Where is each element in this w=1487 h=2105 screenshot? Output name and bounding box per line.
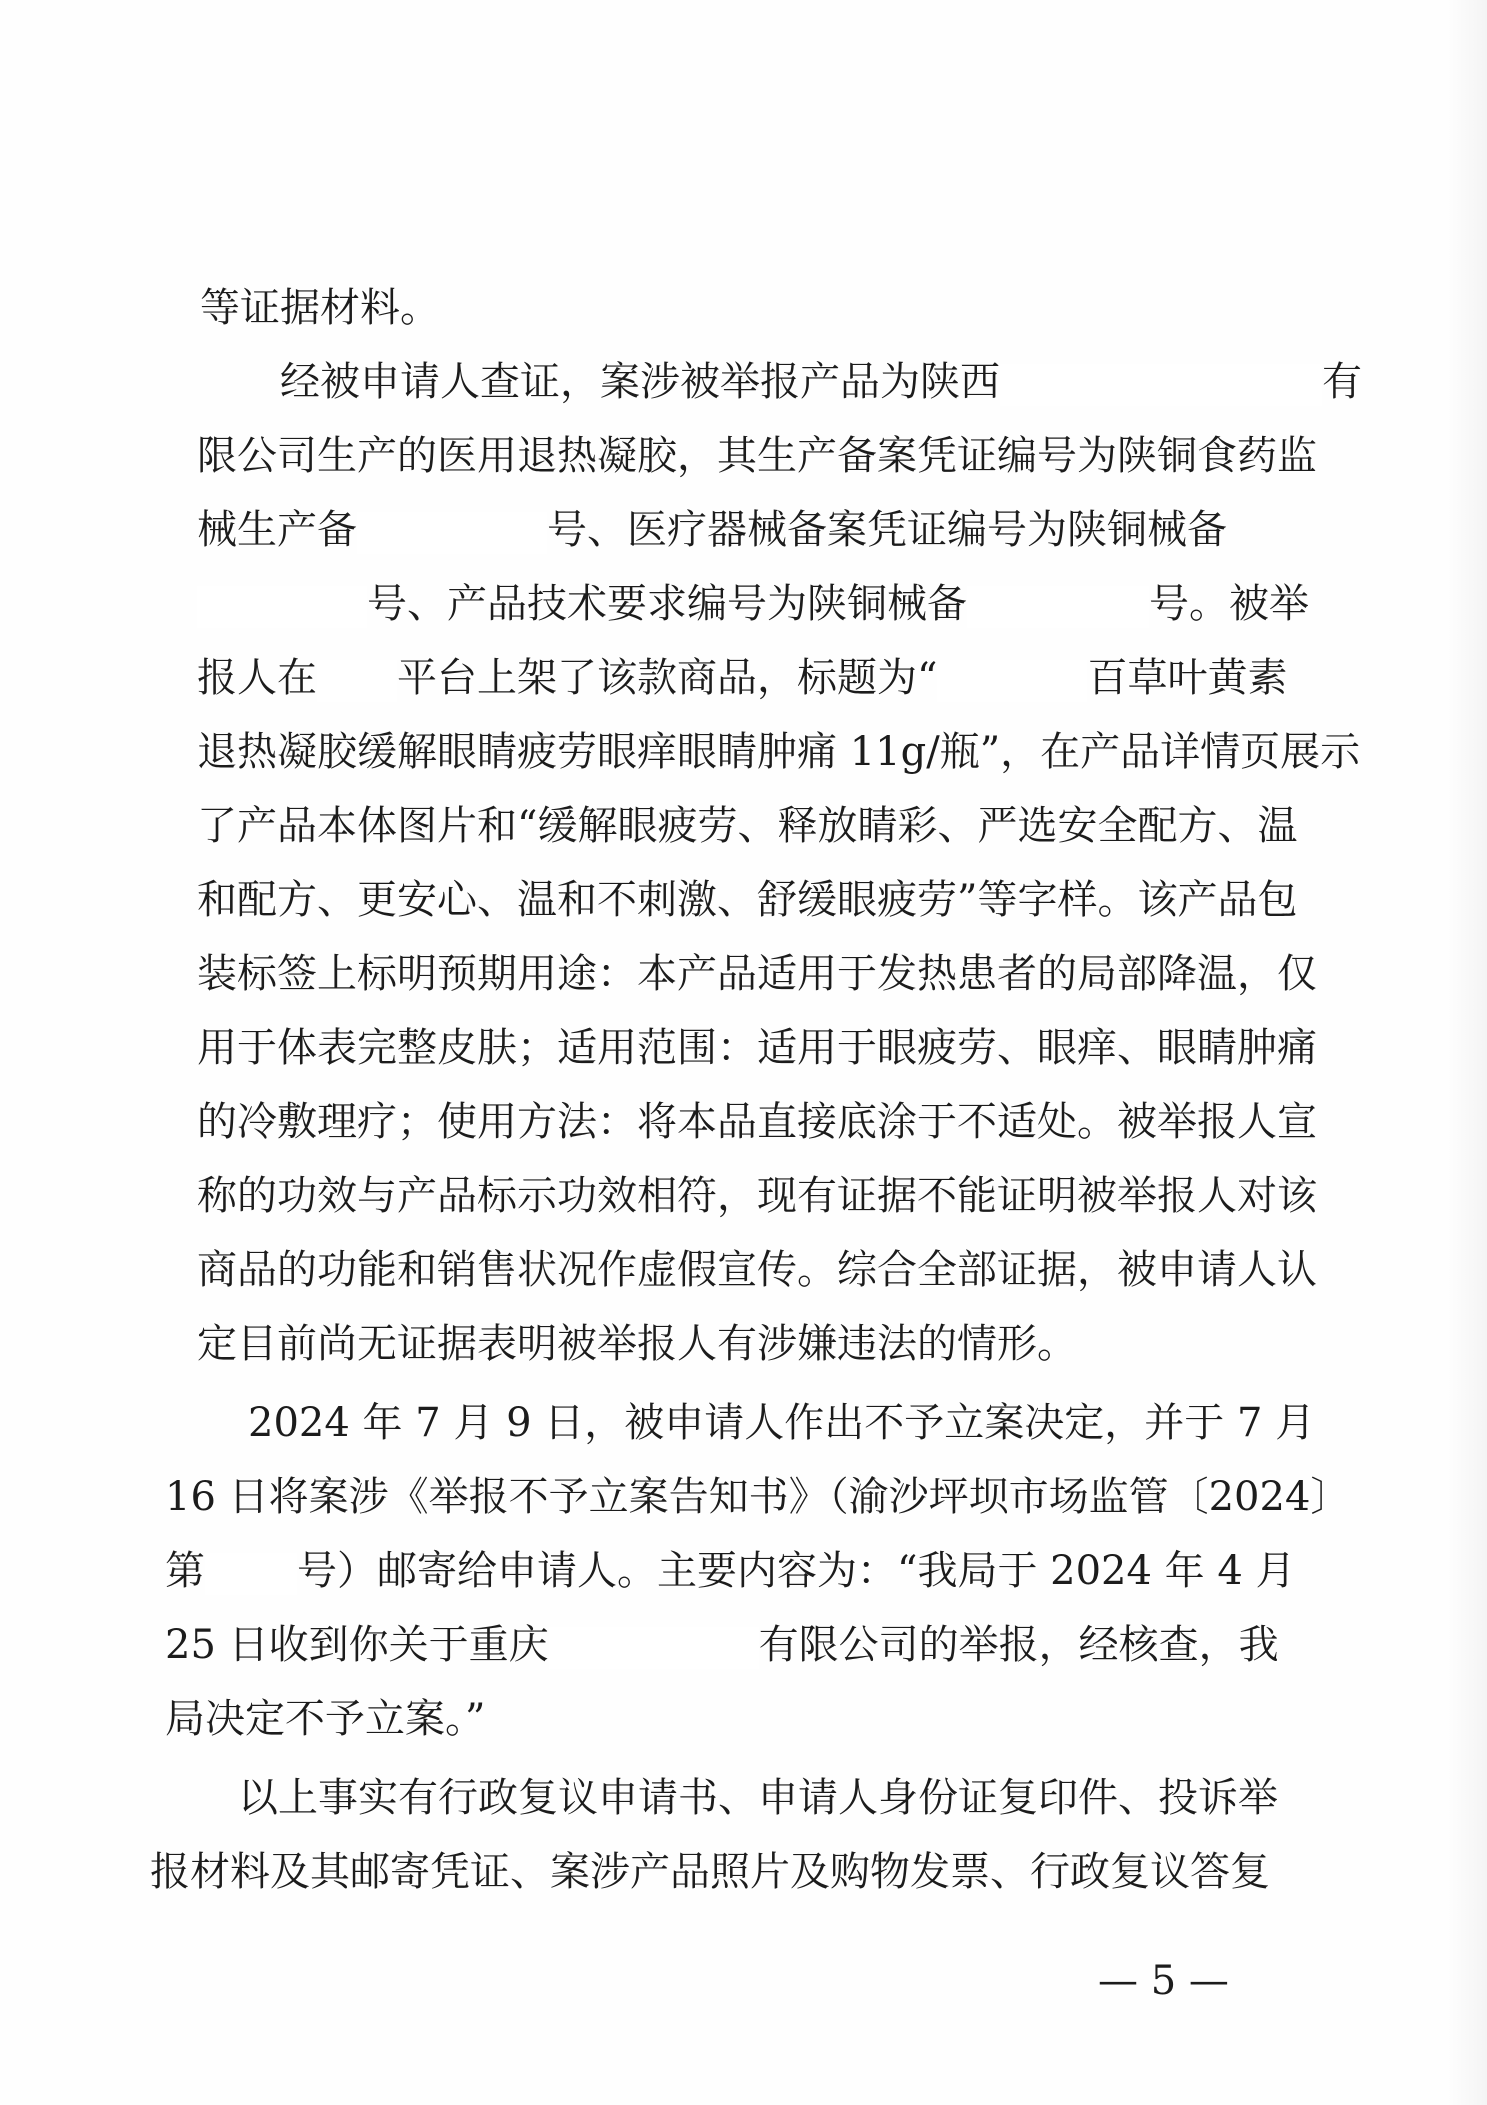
text-line [197, 653, 1287, 703]
text-line [197, 727, 1360, 777]
text-segment: 有 [1322, 359, 1362, 405]
text-segment: 百草叶黄素 [1087, 655, 1288, 701]
redaction-box [937, 660, 1087, 702]
text-segment: 号、产品技术要求编号为陕铜械备 [367, 581, 967, 627]
text-segment: 报人在 [197, 655, 317, 701]
text-segment: 了产品本体图片和“缓解眼疲劳、释放睛彩、严选安全配方、温 [197, 803, 1298, 849]
text-segment: 装标签上标明预期用途：本产品适用于发热患者的局部降温，仅 [197, 951, 1317, 997]
scan-edge-shade [1447, 0, 1487, 2105]
redaction-box [205, 1553, 297, 1595]
page-number: — 5 — [1098, 1958, 1229, 2004]
text-segment: 25 日收到你关于重庆 [165, 1622, 549, 1668]
text-line [197, 1171, 1317, 1221]
text-line [197, 579, 1309, 629]
text-segment: 称的功效与产品标示功效相符，现有证据不能证明被举报人对该 [197, 1173, 1317, 1219]
text-segment: 用于体表完整皮肤；适用范围：适用于眼疲劳、眼痒、眼睛肿痛 [197, 1025, 1317, 1071]
redaction-box [967, 586, 1149, 628]
text-segment: 限公司生产的医用退热凝胶，其生产备案凭证编号为陕铜食药监 [197, 433, 1317, 479]
text-segment: 有限公司的举报，经核查，我 [758, 1622, 1279, 1668]
text-segment: 号、医疗器械备案凭证编号为陕铜械备 [547, 507, 1227, 553]
text-segment: 报材料及其邮寄凭证、案涉产品照片及购物发票、行政复议答复 [150, 1849, 1270, 1895]
text-segment: 等证据材料。 [200, 285, 440, 331]
text-segment: 平台上架了该款商品，标题为“ [397, 655, 938, 701]
text-line [165, 1472, 1350, 1522]
text-segment: 械生产备 [197, 507, 357, 553]
redaction-box [1000, 364, 1322, 406]
text-line [197, 1097, 1317, 1147]
text-line [238, 1773, 1278, 1823]
text-line [165, 1546, 1296, 1596]
text-line [197, 1319, 1077, 1369]
text-segment: 局决定不予立案。” [165, 1696, 486, 1742]
redaction-box [317, 660, 397, 702]
text-line [165, 1620, 1279, 1670]
text-segment: 经被申请人查证，案涉被举报产品为陕西 [280, 359, 1000, 405]
redaction-box [197, 586, 367, 628]
text-segment: 商品的功能和销售状况作虚假宣传。综合全部证据，被申请人认 [197, 1247, 1317, 1293]
text-line [200, 283, 440, 333]
text-segment: 2024 年 7 月 9 日，被申请人作出不予立案决定，并于 7 月 [248, 1400, 1316, 1446]
redaction-box [549, 1627, 759, 1669]
text-segment: 号）邮寄给申请人。主要内容为：“我局于 2024 年 4 月 [297, 1548, 1296, 1594]
text-segment: 号。被举 [1149, 581, 1309, 627]
text-segment: 和配方、更安心、温和不刺激、舒缓眼疲劳”等字样。该产品包 [197, 877, 1298, 923]
text-line [197, 1245, 1317, 1295]
text-line [280, 357, 1362, 407]
text-line [197, 505, 1227, 555]
text-line [248, 1398, 1315, 1448]
text-segment: 的冷敷理疗；使用方法：将本品直接底涂于不适处。被举报人宣 [197, 1099, 1317, 1145]
text-line [197, 801, 1297, 851]
text-line [197, 1023, 1317, 1073]
text-line [150, 1847, 1270, 1897]
text-line [165, 1694, 485, 1744]
text-segment: 以上事实有行政复议申请书、申请人身份证复印件、投诉举 [238, 1775, 1278, 1821]
text-line [197, 431, 1317, 481]
redaction-box [357, 512, 547, 554]
text-segment: 16 日将案涉《举报不予立案告知书》（渝沙坪坝市场监管〔2024〕 [165, 1474, 1351, 1520]
text-line [197, 875, 1297, 925]
text-line [197, 949, 1317, 999]
text-segment: 第 [165, 1548, 205, 1594]
text-segment: 定目前尚无证据表明被举报人有涉嫌违法的情形。 [197, 1321, 1077, 1367]
text-segment: 退热凝胶缓解眼睛疲劳眼痒眼睛肿痛 11g/瓶”，在产品详情页展示 [197, 729, 1361, 775]
